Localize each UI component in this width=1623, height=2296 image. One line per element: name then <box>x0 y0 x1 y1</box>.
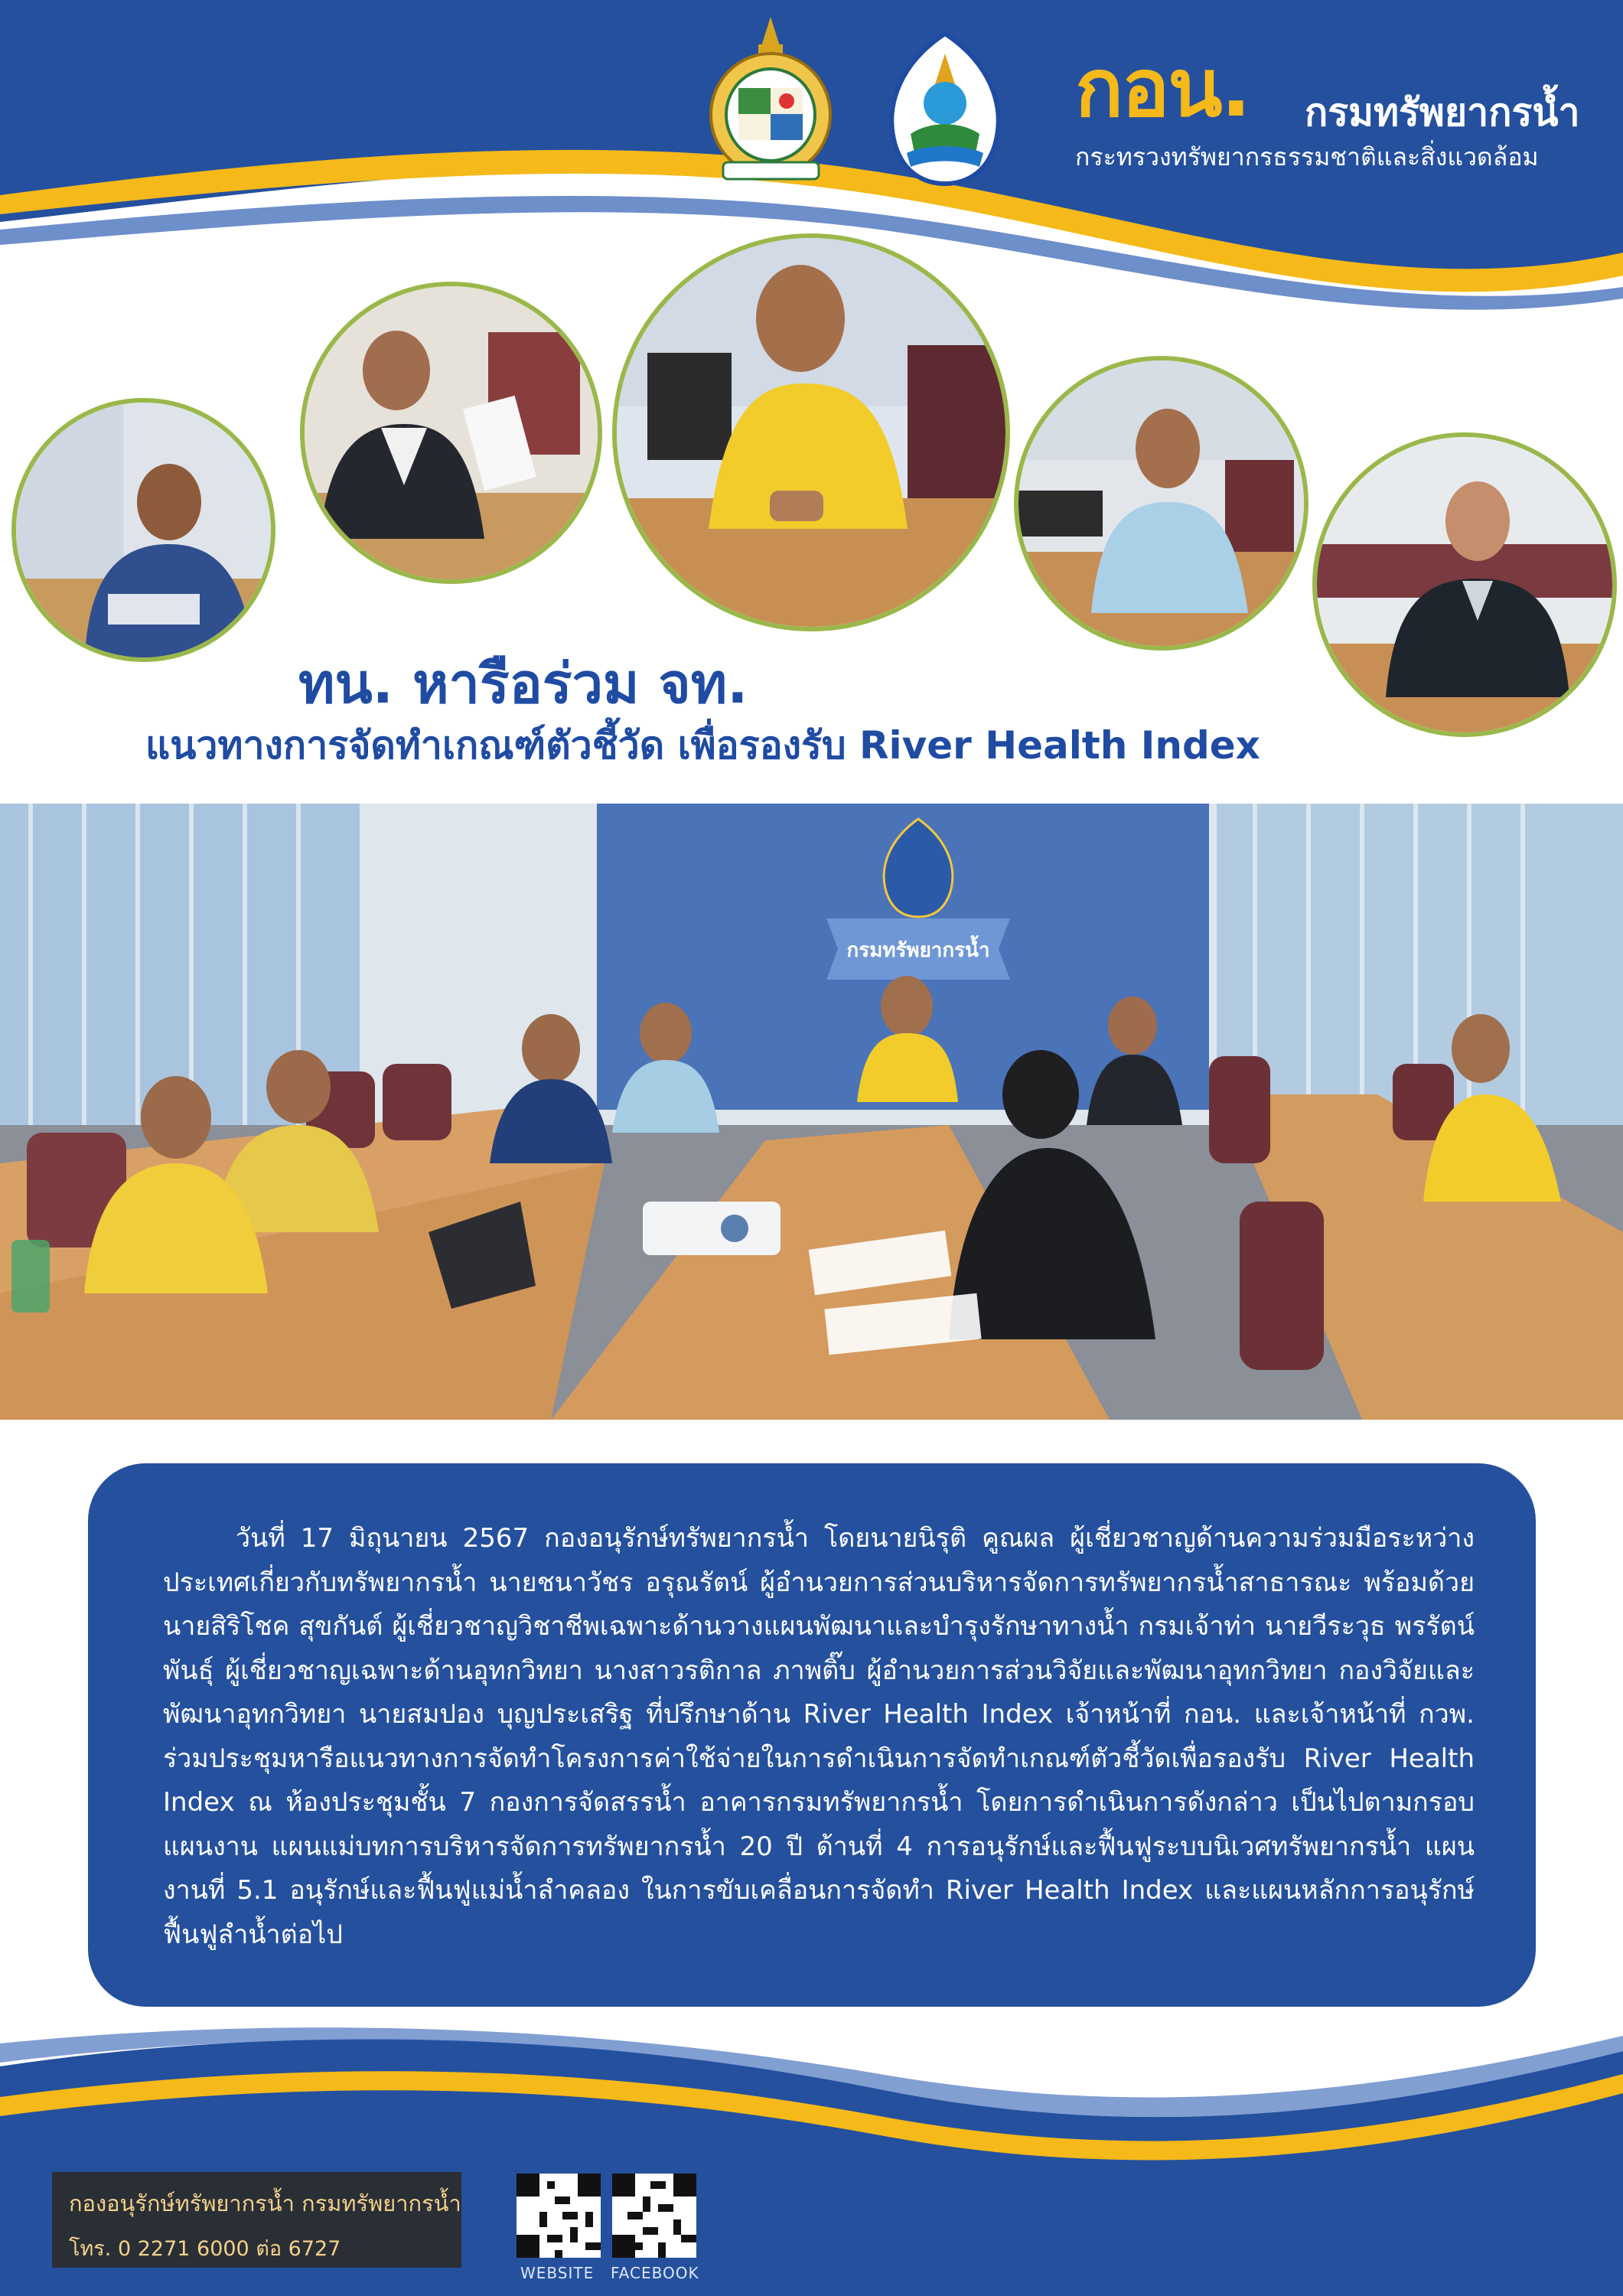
portrait-photo-1 <box>11 398 275 662</box>
facebook-qr-code-icon[interactable] <box>612 2174 696 2258</box>
contact-phone: โทร. 0 2271 6000 ต่อ 6727 <box>69 2237 341 2261</box>
news-body-text: วันที่ 17 มิถุนายน 2567 กองอนุรักษ์ทรัพยากรน้ำ โดยนายนิรุติ คูณผล ผู้เชี่ยวชาญด้านความร่วมมือระหว่างประเทศเกี่ยวกับทรัพยากรน้ำ นายชนาวัชร อรุณรัตน์ ผู้อำนวยการส่วนบริหารจัดการทรัพยากรน้ำสาธารณะ พร้อมด้วย นายสิริโชค สุขกันต์ ผู้เชี่ยวชาญวิชาชีพเฉพาะด้านวางแผนพัฒนาและบำรุงรักษาทางน้ำ กรมเจ้าท่า นายวีระวุธ พรรัตน์พันธุ์ ผู้เชี่ยวชาญเฉพาะด้านอุทกวิทยา นางสาวรติกาล ภาพติ๊บ ผู้อำนวยการส่วนวิจัยและพัฒนาอุทกวิทยา กองวิจัยและพัฒนาอุทกวิทยา นายสมปอง บุญประเสริฐ ที่ปรึกษาด้าน River Health Index เจ้าหน้าที่ กอน. และเจ้าหน้าที่ กวพ. ร่วมประชุมหารือแนวทางการจัดทำโครงการค่าใช้จ่ายในการดำเนินการจัดทำเกณฑ์ตัวชี้วัดเพื่อรองรับ River Health Index ณ ห้องประชุมชั้น 7 กองการจัดสรรน้ำ อาคารกรมทรัพยากรน้ำ โดยการดำเนินการดังกล่าว เป็นไปตามกรอบแผนงาน แผนแม่บทการบริหารจัดการทรัพยากรน้ำ 20 ปี ด้านที่ 4 การอนุรักษ์และฟื้นฟูระบบนิเวศทรัพยากรน้ำ แผนงานที่ 5.1 อนุรักษ์และฟื้นฟูแม่น้ำลำคลอง ในการขับเคลื่อนการจัดทำ River Health Index และแผนหลักการอนุรักษ์ฟื้นฟูลำน้ำต่อไป <box>163 1523 1475 1950</box>
portrait-photo-4 <box>1014 356 1309 651</box>
portrait-photo-2 <box>300 282 602 584</box>
portrait-photo-3 <box>612 233 1010 631</box>
facebook-qr-label: FACEBOOK <box>611 2264 699 2282</box>
website-qr-label: WEBSITE <box>520 2264 595 2282</box>
royal-emblem-seal-icon <box>700 15 842 188</box>
ministry-name: กระทรวงทรัพยากรธรรมชาติและสิ่งแวดล้อม <box>1075 142 1539 171</box>
headline-title: ทน. หารือร่วม จท. <box>298 651 748 716</box>
contact-card <box>52 2172 461 2268</box>
contact-organization: กองอนุรักษ์ทรัพยากรน้ำ กรมทรัพยากรน้ำ <box>69 2190 461 2216</box>
portrait-photo-5 <box>1312 432 1617 737</box>
department-of-water-resources-logo-icon <box>880 31 1010 188</box>
news-body-panel <box>88 1463 1536 2007</box>
backdrop-banner-text: กรมทรัพยากรน้ำ <box>846 939 990 962</box>
headline-subtitle: แนวทางการจัดทำเกณฑ์ตัวชี้วัด เพื่อรองรับ River Health Index <box>145 723 1260 768</box>
brand-abbreviation: กอน. <box>1075 41 1250 135</box>
website-qr-code-icon[interactable] <box>517 2174 601 2258</box>
brand-department-name: กรมทรัพยากรน้ำ <box>1305 90 1580 135</box>
meeting-room-photo <box>0 804 1623 1420</box>
